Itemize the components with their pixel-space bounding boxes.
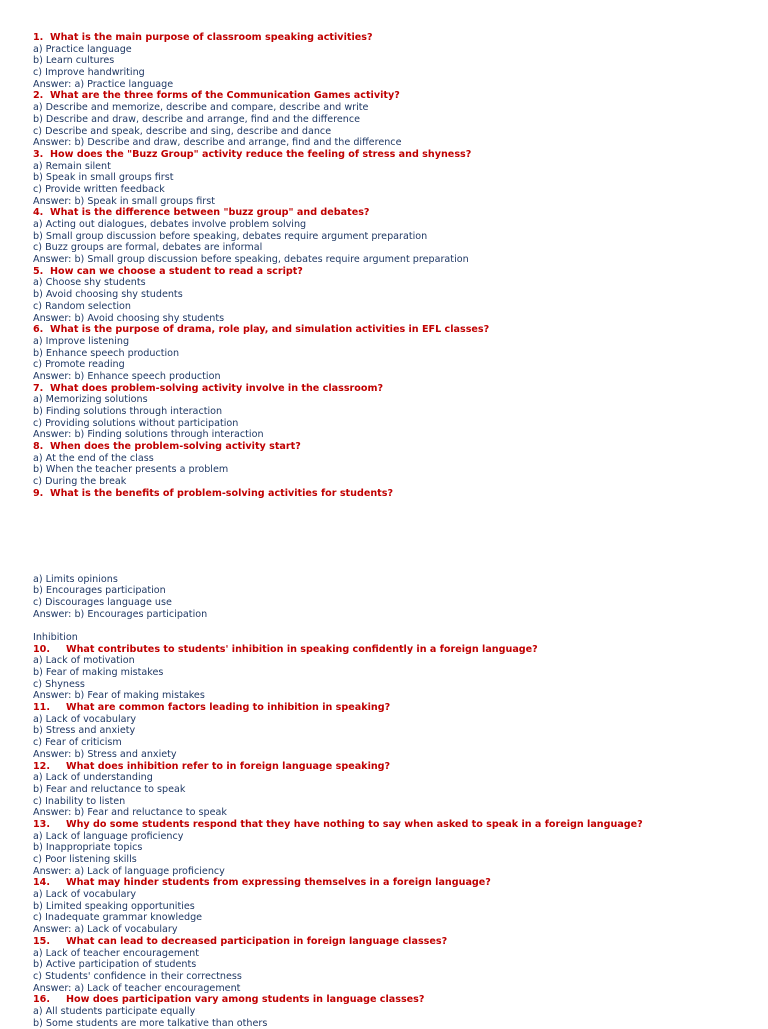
question-heading: [33, 441, 758, 453]
question-text: What is the benefits of problem-solving activities for students?: [50, 487, 394, 499]
option: a) Practice language: [33, 43, 132, 55]
quiz-document: [33, 32, 758, 1029]
blank-line: [33, 620, 758, 632]
answer-line: Answer: a) Practice language: [33, 78, 174, 90]
option: b) Fear of making mistakes: [33, 667, 164, 678]
option: c) Promote reading: [33, 359, 125, 371]
option: c) Buzz groups are formal, debates are informal: [33, 242, 263, 254]
question-number: 7.: [33, 382, 44, 394]
question-text: What are the three forms of the Communication Games activity?: [50, 90, 400, 102]
option: c) Poor listening skills: [33, 854, 137, 865]
option: b) Encourages participation: [33, 585, 166, 597]
option: b) Learn cultures: [33, 55, 115, 67]
option: a) Limits opinions: [33, 573, 118, 585]
question-heading: [33, 994, 758, 1006]
answer-line: Answer: b) Avoid choosing shy students: [33, 312, 225, 324]
option: a) Acting out dialogues, debates involve problem solving: [33, 219, 307, 230]
option: c) Students' confidence in their correctness: [33, 970, 242, 982]
question-heading: [33, 877, 758, 889]
option: c) Describe and speak, describe and sing, describe and dance: [33, 125, 332, 137]
question-text: What may hinder students from expressing themselves in a foreign language?: [66, 877, 491, 889]
question-number: 3.: [33, 148, 44, 160]
question-heading: [33, 761, 758, 773]
option: c) Improve handwriting: [33, 67, 145, 79]
option: b) Describe and draw, describe and arrange, find and the difference: [33, 113, 361, 125]
option: b) When the teacher presents a problem: [33, 464, 229, 476]
question-number: 13.: [33, 818, 50, 830]
option: b) Stress and anxiety: [33, 725, 136, 737]
option: c) Inadequate grammar knowledge: [33, 912, 203, 924]
option: c) Provide written feedback: [33, 183, 165, 195]
option: a) Lack of understanding: [33, 772, 153, 784]
option: b) Enhance speech production: [33, 347, 180, 359]
option: c) Discourages language use: [33, 596, 172, 608]
option: b) Active participation of students: [33, 959, 197, 971]
question-number: 12.: [33, 760, 50, 772]
question-text: How can we choose a student to read a script?: [50, 265, 303, 277]
question-text: What can lead to decreased participation in foreign language classes?: [66, 935, 448, 947]
question-text: What are common factors leading to inhibition in speaking?: [66, 702, 391, 714]
option: c) Fear of criticism: [33, 737, 122, 749]
question-number: 4.: [33, 207, 44, 219]
question-heading: [33, 207, 758, 219]
answer-line: Answer: b) Small group discussion before speaking, debates require argument preparation: [33, 254, 469, 266]
answer-line: Answer: b) Finding solutions through interaction: [33, 429, 264, 441]
option: b) Some students are more talkative than others: [33, 1017, 268, 1029]
question-heading: [33, 32, 758, 44]
option: b) Inappropriate topics: [33, 842, 143, 854]
option: a) At the end of the class: [33, 452, 154, 464]
option: a) Lack of vocabulary: [33, 713, 137, 725]
option: a) Remain silent: [33, 160, 111, 172]
question-number: 8.: [33, 441, 44, 453]
option: a) Lack of language proficiency: [33, 830, 184, 842]
question-text: How does the "Buzz Group" activity reduce the feeling of stress and shyness?: [50, 148, 472, 160]
question-text: What is the main purpose of classroom speaking activities?: [50, 32, 373, 43]
question-heading: [33, 488, 758, 500]
answer-line: Answer: a) Lack of vocabulary: [33, 924, 178, 936]
answer-line: Answer: b) Fear of making mistakes: [33, 690, 205, 702]
question-number: 2.: [33, 90, 44, 102]
answer-line: Answer: b) Fear and reluctance to speak: [33, 807, 227, 819]
option: b) Avoid choosing shy students: [33, 289, 183, 301]
question-text: What is the difference between "buzz group" and debates?: [50, 207, 370, 219]
option: b) Limited speaking opportunities: [33, 900, 195, 912]
question-heading: [33, 644, 758, 656]
option: c) Shyness: [33, 678, 85, 690]
answer-line: Answer: b) Stress and anxiety: [33, 748, 177, 760]
option: c) Providing solutions without participation: [33, 417, 239, 429]
option: b) Finding solutions through interaction: [33, 406, 223, 417]
question-heading: [33, 383, 758, 395]
question-number: 16.: [33, 994, 50, 1006]
option: c) Random selection: [33, 300, 131, 312]
option: a) Improve listening: [33, 335, 130, 347]
question-text: What contributes to students' inhibition in speaking confidently in a foreign language?: [66, 643, 538, 655]
question-number: 11.: [33, 702, 50, 714]
question-text: What does problem-solving activity involve in the classroom?: [50, 382, 384, 394]
question-number: 10.: [33, 643, 50, 655]
question-text: When does the problem-solving activity start?: [50, 441, 301, 453]
option: b) Speak in small groups first: [33, 172, 174, 184]
question-number: 9.: [33, 487, 44, 499]
option: a) Lack of vocabulary: [33, 889, 137, 901]
question-heading: [33, 149, 758, 161]
question-text: Why do some students respond that they have nothing to say when asked to speak in a foreign language?: [66, 818, 643, 830]
option: a) Choose shy students: [33, 277, 146, 289]
option: a) Describe and memorize, describe and compare, describe and write: [33, 102, 369, 114]
option: c) Inability to listen: [33, 795, 126, 807]
option: a) Lack of teacher encouragement: [33, 947, 199, 959]
question-text: What is the purpose of drama, role play, and simulation activities in EFL classes?: [50, 324, 490, 336]
blank-space: [33, 500, 758, 574]
question-number: 15.: [33, 935, 50, 947]
question-heading: [33, 702, 758, 714]
question-text: What does inhibition refer to in foreign language speaking?: [66, 760, 391, 772]
answer-line: Answer: a) Lack of language proficiency: [33, 865, 225, 877]
option: b) Small group discussion before speaking, debates require argument preparation: [33, 230, 428, 242]
option: a) Lack of motivation: [33, 655, 135, 667]
questions-block-1: [33, 32, 758, 488]
question-number: 14.: [33, 877, 50, 889]
question-number: 1.: [33, 32, 44, 43]
question-heading: [33, 266, 758, 278]
question-heading: [33, 936, 758, 948]
question-text: How does participation vary among students in language classes?: [66, 994, 425, 1006]
option: c) During the break: [33, 476, 127, 488]
option: b) Fear and reluctance to speak: [33, 783, 186, 795]
question-number: 5.: [33, 265, 44, 277]
answer-line: Answer: b) Encourages participation: [33, 608, 208, 620]
question-number: 6.: [33, 324, 44, 336]
section-heading: Inhibition: [33, 631, 78, 643]
answer-line: Answer: b) Speak in small groups first: [33, 195, 215, 207]
question-heading: [33, 324, 758, 336]
question-heading: [33, 90, 758, 102]
option: a) All students participate equally: [33, 1005, 196, 1017]
questions-block-2: [33, 644, 758, 1029]
answer-line: Answer: b) Describe and draw, describe and arrange, find and the difference: [33, 137, 402, 149]
question-heading: [33, 819, 758, 831]
answer-line: Answer: b) Enhance speech production: [33, 370, 221, 382]
option: a) Memorizing solutions: [33, 394, 148, 406]
answer-line: Answer: a) Lack of teacher encouragement: [33, 982, 241, 994]
